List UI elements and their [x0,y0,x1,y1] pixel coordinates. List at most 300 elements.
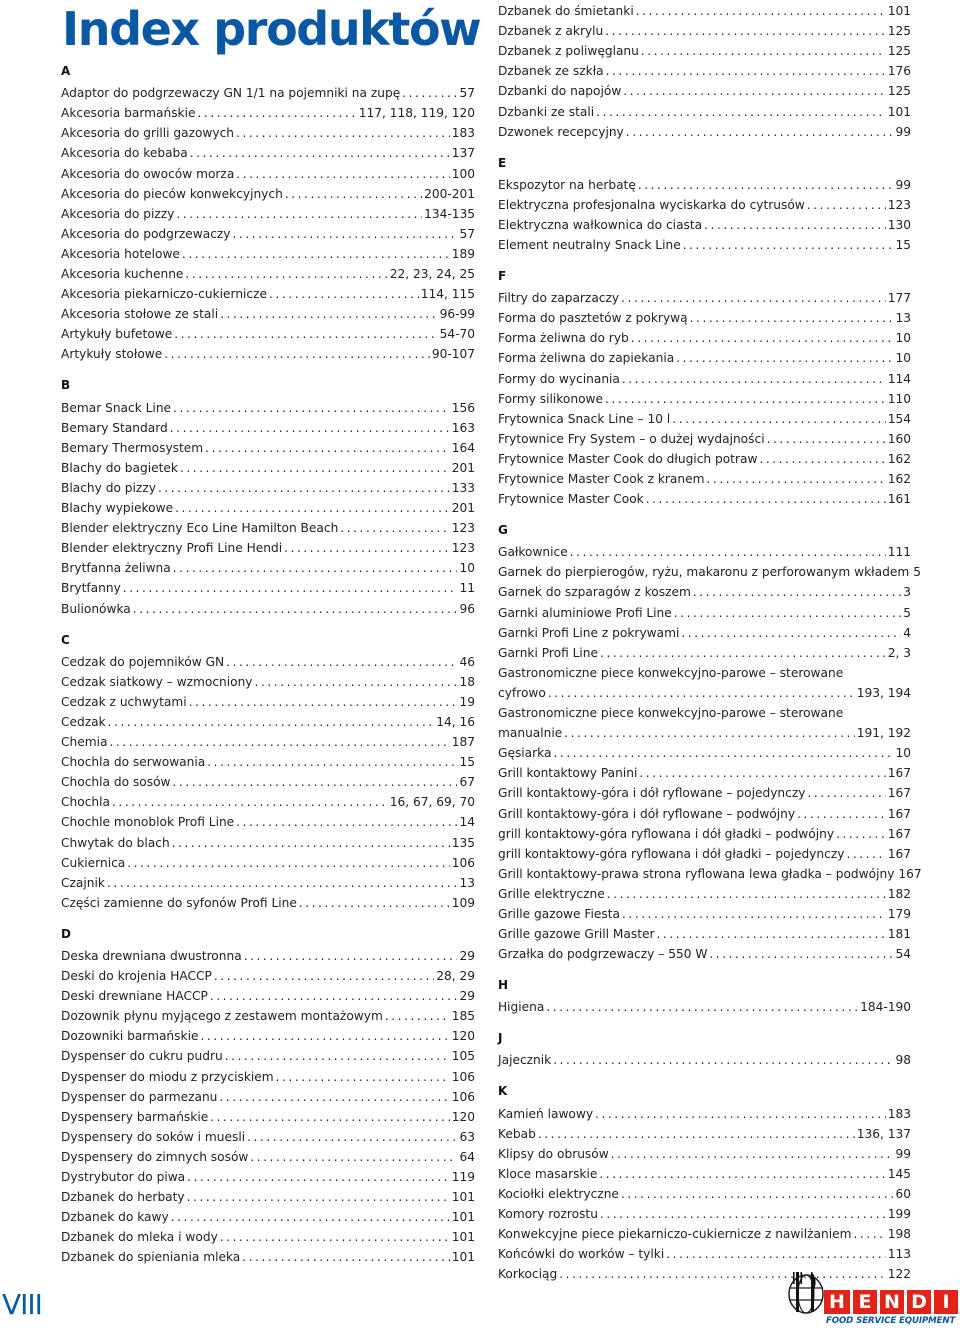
dot-leader [187,1169,450,1185]
entry-name: Elektryczna profesjonalna wyciskarka do cytrusów [498,197,805,212]
index-entry [61,286,475,302]
entry-name: Formy silikonowe [498,391,604,406]
entry-name: Element neutralny Snack Line [498,238,681,252]
dot-leader [236,814,457,830]
entry-pages: 13 [459,875,475,890]
entry-name: Garnki Profi Line [498,645,599,660]
section-letter: F [498,269,507,283]
entry-pages: 122 [887,1267,911,1282]
entry-name: Garnki aluminiowe Profi Line [498,605,672,620]
dot-leader [170,420,450,436]
entry-pages: 177 [887,291,911,306]
entry-name: Forma żeliwna do ryb [498,331,629,346]
index-entry [61,1129,475,1145]
dot-leader [198,105,357,121]
entry-name: Cedzak [61,714,106,729]
entry-name: Filtry do zaparzaczy [498,291,620,306]
index-entry [61,346,475,362]
index-entry [61,601,475,617]
dot-leader [175,500,450,516]
index-entry [498,83,911,99]
entry-name: Garnek do szparagów z koszem [498,585,691,600]
entry-name: Bemary Thermosystem [61,440,204,455]
dot-leader [189,694,458,710]
dot-leader [205,440,450,456]
index-entry [498,1206,911,1222]
dot-leader [284,540,450,556]
dot-leader [623,83,885,99]
index-entry [498,645,911,661]
entry-name: Jajecznik [498,1053,552,1068]
entry-pages: 181 [887,927,911,942]
dot-leader [709,946,893,962]
dot-leader [402,85,457,101]
entry-pages: 10 [459,561,475,576]
index-entry [61,734,475,750]
index-entry [498,1126,911,1142]
dot-leader [340,520,449,536]
index-entry [498,826,911,842]
entry-pages: 162 [887,472,911,486]
entry-pages: 54 [895,947,911,962]
logo-letter-i: I [934,1290,958,1314]
entry-name: Chochla do sosów [61,775,171,790]
index-entry [498,197,911,213]
dot-leader [666,1246,886,1262]
entry-name: Dyspensery barmańskie [61,1109,209,1124]
dot-leader [185,266,387,282]
entry-pages: 19 [459,694,475,709]
index-entry [498,451,911,467]
entry-pages: 119 [451,1170,475,1184]
entry-name: Grille gazowe Fiesta [498,907,620,921]
dot-leader [690,310,894,326]
dot-leader [171,1209,450,1225]
index-entry [498,544,911,560]
entry-name: Chwytak do blach [61,835,170,850]
dot-leader [226,654,457,670]
dot-leader [548,685,855,701]
entry-pages: 114, 115 [420,287,475,302]
index-entry [498,43,911,59]
dot-leader [109,734,449,750]
entry-pages: 133 [451,480,475,495]
entry-pages: 114 [887,371,911,386]
entry-pages: 100 [451,166,475,181]
index-entry [61,1249,475,1265]
index-entry [498,605,911,621]
dot-leader [172,835,450,851]
section-letter: K [498,1084,508,1099]
entry-pages: 96 [459,601,475,616]
index-entry [498,23,911,39]
entry-name: Ekspozytor na herbatę [498,177,636,192]
index-entry [61,520,475,536]
dot-leader [546,999,858,1015]
logo-letter-h: H [824,1290,850,1314]
entry-name: Dyspenser do cukru pudru [61,1049,223,1064]
index-entry [61,674,475,690]
dot-leader [233,226,458,242]
index-entry [498,1246,911,1262]
index-entry [61,440,475,456]
dot-leader [706,471,885,487]
dot-leader [797,806,886,822]
dot-leader [553,1052,893,1068]
dot-leader [269,286,419,302]
index-entry [498,411,911,427]
dot-leader [636,3,886,19]
index-entry [61,1189,475,1205]
index-entry [61,1209,475,1225]
entry-pages: 57 [459,86,475,101]
index-entry-line: Gastronomiczne piece konwekcyjno-parowe – sterowane [498,665,844,680]
entry-name: Frytownice Fry System – o dużej wydajności [498,431,765,446]
entry-name: Blender elektryczny Eco Line Hamilton Beach [61,521,339,536]
index-entry [61,400,475,416]
dot-leader [158,480,450,496]
entry-name: Czajnik [61,875,105,890]
dot-leader [176,206,422,222]
index-entry [498,491,911,507]
dot-leader [180,460,450,476]
entry-name: Korkociąg [498,1267,558,1282]
entry-pages: 145 [887,1166,911,1181]
dot-leader [219,1089,449,1105]
entry-name: Blachy do pizzy [61,480,156,495]
index-entry [498,625,911,641]
entry-pages: 106 [451,1069,475,1084]
entry-pages: 120 [451,1109,475,1124]
entry-pages: 109 [451,895,475,910]
entry-pages: 183 [451,126,475,141]
entry-pages: 46 [459,654,475,669]
index-entry [61,460,475,476]
entry-name: Akcesoria do owoców morza [61,166,235,181]
dot-leader [207,754,457,770]
logo-tagline: FOOD SERVICE EQUIPMENT [826,1316,956,1326]
index-entry [61,794,475,810]
dot-leader [674,605,901,621]
entry-pages: 167 [887,786,911,801]
index-entry [61,166,475,182]
entry-pages: 60 [895,1186,911,1201]
index-entry [61,714,475,730]
entry-name: Klipsy do obrusów [498,1146,609,1161]
dot-leader [646,491,886,507]
entry-name: Frytownice Master Cook z kranem [498,472,705,486]
entry-name: Chochla [61,795,110,810]
entry-pages: 130 [887,217,911,232]
entry-pages: 5 [903,605,911,620]
index-entry [498,926,911,942]
entry-name: Blachy do bagietek [61,460,178,475]
entry-pages: 10 [895,331,911,346]
entry-name: cyfrowo [498,685,546,700]
index-entry [61,480,475,496]
index-entry [498,177,911,193]
dot-leader [854,1226,886,1242]
index-entry [498,946,911,962]
entry-pages: 137 [451,146,475,161]
entry-pages: 4 [903,625,911,640]
entry-name: Artykuły bufetowe [61,327,173,342]
entry-pages: 67 [459,775,475,790]
entry-pages: 110 [887,391,911,406]
dot-leader [242,1249,449,1265]
entry-name: Cedzak siatkowy – wzmocniony [61,674,253,689]
index-entry [61,814,475,830]
entry-pages: 90-107 [431,347,475,362]
dot-leader [220,306,437,322]
index-entry [498,124,911,140]
dot-leader [133,601,458,617]
index-entry [61,774,475,790]
index-entry [61,835,475,851]
index-entry [498,846,911,862]
entry-name: Dyspenser do parmezanu [61,1089,218,1104]
entry-name: Blachy wypiekowe [61,501,174,515]
entry-name: Chochle monoblok Profi Line [61,815,235,830]
dot-leader [599,1166,885,1182]
entry-pages: 13 [895,311,911,326]
index-entry [498,104,911,120]
entry-pages: 105 [451,1049,475,1064]
entry-pages: 160 [887,431,911,446]
index-entry [61,246,475,262]
dot-leader [676,350,893,366]
section-letter: H [498,978,509,993]
dot-leader [600,1206,886,1222]
entry-pages: 123 [887,197,911,212]
entry-pages: 14 [459,815,475,830]
index-entry [498,3,911,19]
entry-pages: 193, 194 [856,685,911,700]
index-entry [498,1226,911,1242]
logo-letter-e: E [853,1290,877,1314]
entry-pages: 200-201 [424,186,475,201]
entry-pages: 163 [451,420,475,435]
dot-leader [807,197,886,213]
entry-name: Grille elektryczne [498,886,605,901]
index-entry [498,290,911,306]
entry-pages: 64 [459,1149,475,1164]
entry-name: Dzbanek do spieniania mleka [61,1250,241,1265]
section-letter: J [498,1031,503,1046]
entry-pages: 10 [895,746,911,761]
dot-leader [611,1146,894,1162]
entry-pages: 184-190 [860,1000,911,1015]
index-entry [498,391,911,407]
entry-name: Akcesoria do pieców konwekcyjnych [61,186,283,201]
index-entry [61,1089,475,1105]
index-entry [61,580,475,596]
section-letter: B [61,378,71,393]
entry-name: Dozowniki barmańskie [61,1029,199,1044]
entry-pages: 18 [459,674,475,689]
dot-leader [173,560,458,576]
dot-leader [112,794,388,810]
entry-pages: 106 [451,855,475,870]
entry-name: Końcówki do worków – tylki [498,1247,665,1262]
dot-leader [225,1048,450,1064]
index-entry [61,266,475,282]
entry-name: Akcesoria do grilli gazowych [61,126,235,141]
entry-pages: 154 [887,411,911,426]
dot-leader [164,346,430,362]
entry-name: Grille gazowe Grill Master [498,927,655,942]
dot-leader [606,63,886,79]
page-number: VIII [2,1288,42,1321]
entry-pages: 15 [459,755,475,770]
entry-pages: 99 [895,177,911,192]
entry-name: Bemary Standard [61,420,168,435]
index-entry [498,217,911,233]
index-entry [498,886,911,902]
dot-leader [672,411,885,427]
entry-pages: 57 [459,226,475,241]
dot-leader [108,714,435,730]
dot-leader [285,186,422,202]
entry-name: Dzbanek do herbaty [61,1190,185,1205]
index-entry [61,654,475,670]
entry-pages: 167 [898,866,922,881]
index-entry [498,1146,911,1162]
dot-leader [210,988,458,1004]
dot-leader [631,330,894,346]
entry-pages: 125 [887,84,911,99]
entry-pages: 187 [451,735,475,749]
entry-name: Akcesoria kuchenne [61,267,184,281]
dot-leader [210,1109,450,1125]
dot-leader [638,177,894,193]
dot-leader [187,1189,450,1205]
entry-pages: 125 [887,24,911,39]
dot-leader [621,290,886,306]
index-entry [61,754,475,770]
entry-pages: 183 [887,1106,911,1121]
dot-leader [626,124,894,140]
entry-pages: 99 [895,124,911,139]
dot-leader [214,968,434,984]
entry-pages: 135 [451,835,475,850]
index-entry [61,948,475,964]
entry-pages: 29 [459,989,475,1004]
index-entry [61,1069,475,1085]
dot-leader [759,451,885,467]
entry-pages: 123 [451,541,475,556]
index-entry [498,371,911,387]
index-entry [61,855,475,871]
entry-name: Akcesoria do kebaba [61,146,188,161]
index-entry [498,584,911,600]
entry-pages: 101 [451,1210,475,1225]
dot-leader [807,785,885,801]
index-entry [61,206,475,222]
dot-leader [244,948,458,964]
dot-leader [605,23,885,39]
entry-name: Dzbanek do śmietanki [498,4,634,18]
entry-pages: 16, 67, 69, 70 [389,795,475,810]
entry-name: Grill kontaktowy-góra i dół ryflowane – podwójny [498,806,796,821]
entry-name: grill kontaktowy-góra ryflowana i dół gładki – pojedynczy [498,846,845,861]
index-entry [498,685,911,701]
entry-name: Cedzak z uchwytami [61,694,187,709]
dot-leader [607,886,886,902]
section-letter: D [61,926,71,941]
entry-name: Frytownica Snack Line – 10 l [498,411,671,426]
dot-leader [641,43,886,59]
index-entry [61,1229,475,1245]
entry-name: Akcesoria barmańskie [61,106,196,121]
entry-name: Akcesoria hotelowe [61,246,180,261]
dot-leader [200,1028,449,1044]
entry-name: Dzbanki do napojów [498,84,622,99]
index-entry [498,431,911,447]
index-entry [498,471,911,487]
index-entry [61,560,475,576]
entry-pages: 98 [895,1053,911,1068]
entry-name: Akcesoria do podgrzewaczy [61,226,231,241]
logo-letter-n: N [880,1290,904,1314]
index-entry [61,540,475,556]
entry-pages: 22, 23, 24, 25 [389,267,475,281]
entry-pages: 96-99 [439,307,475,322]
entry-name: Dzbanek z poliwęglanu [498,44,639,59]
dot-leader [564,725,854,741]
entry-name: Dzbanek do mleka i wody [61,1230,218,1245]
dot-leader [836,826,886,842]
entry-name: Kebab [498,1126,536,1141]
entry-pages: 101 [887,4,911,18]
entry-name: Brytfanna żeliwna [61,561,171,576]
index-entry [498,1186,911,1202]
index-entry [61,85,475,101]
entry-name: Dzbanek do kawy [61,1210,169,1225]
entry-name: Cukiernica [61,855,126,870]
index-entry [61,226,475,242]
entry-pages: 54-70 [439,327,475,342]
entry-pages: 99 [895,1146,911,1161]
entry-pages: 120 [451,1029,475,1044]
dot-leader [553,745,893,761]
index-entry [498,866,922,882]
dot-leader [683,237,894,253]
index-entry [498,1052,911,1068]
logo-letter-d: D [907,1290,931,1314]
entry-pages: 29 [459,948,475,963]
dot-leader [182,246,450,262]
dot-leader [639,765,885,781]
entry-name: Dzbanek z akrylu [498,24,604,39]
dot-leader [250,1149,457,1165]
index-entry [498,1106,911,1122]
index-entry [61,105,475,121]
entry-name: Cedzak do pojemników GN [61,654,225,669]
index-entry [61,895,475,911]
index-entry [498,237,911,253]
section-letter: C [61,632,70,647]
entry-pages: 176 [887,64,911,79]
index-entry [498,1166,911,1182]
index-entry [61,1149,475,1165]
entry-name: Frytownice Master Cook do długich potraw [498,451,758,466]
entry-pages: 201 [451,501,475,515]
entry-pages: 162 [887,451,911,466]
entry-name: Dyspensery do soków i muesli [61,1129,246,1144]
entry-name: Forma żeliwna do zapiekania [498,351,675,366]
index-entry [61,306,475,322]
